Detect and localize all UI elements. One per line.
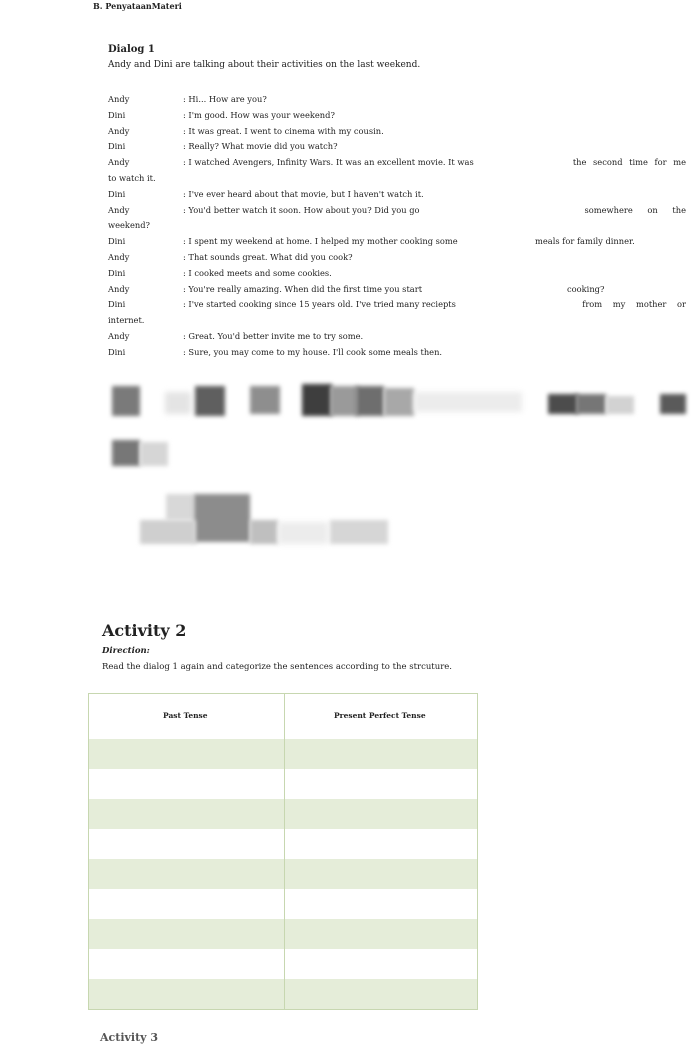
- utterance: : I spent my weekend at home. I helped my mother cooking some: [183, 236, 458, 247]
- utterance: : Great. You'd better invite me to try some.: [183, 330, 364, 341]
- dialog-line: [108, 108, 686, 124]
- utterance-wrap: internet.: [108, 315, 145, 326]
- dialog-line: [108, 203, 686, 219]
- utterance-tail: from my mother or: [582, 299, 686, 310]
- utterance-tail: somewhere on the: [584, 204, 686, 215]
- speaker: Dini: [108, 188, 126, 199]
- activity-title: Activity 2: [102, 621, 187, 640]
- speaker: Dini: [108, 299, 126, 310]
- utterance: : I watched Avengers, Infinity Wars. It was an excellent movie. It was: [183, 157, 474, 168]
- direction-label: Direction:: [102, 646, 150, 656]
- dialog-line: [108, 250, 686, 266]
- categorize-table: [88, 693, 478, 1010]
- utterance: : I've ever heard about that movie, but I haven't watch it.: [183, 188, 424, 199]
- speaker: Andy: [108, 330, 130, 341]
- utterance: : I'm good. How was your weekend?: [183, 109, 335, 120]
- next-activity-heading: Activity 3: [100, 1031, 159, 1044]
- speaker: Dini: [108, 267, 126, 278]
- table-header: [89, 694, 477, 739]
- dialog-line: [108, 234, 686, 250]
- speaker: Dini: [108, 141, 126, 152]
- dialog-line-wrap: [108, 171, 686, 187]
- column-divider: [284, 694, 285, 1009]
- dialog-title: Dialog 1: [108, 44, 155, 55]
- dialog-line: [108, 266, 686, 282]
- column-header-past-tense: Past Tense: [163, 711, 208, 720]
- table-row: [89, 889, 477, 919]
- dialog-line: [108, 282, 686, 298]
- speaker: Andy: [108, 125, 130, 136]
- dialog-line: [108, 187, 686, 203]
- speaker: Andy: [108, 283, 130, 294]
- column-header-present-perfect: Present Perfect Tense: [334, 711, 426, 720]
- speaker: Andy: [108, 251, 130, 262]
- utterance: : That sounds great. What did you cook?: [183, 251, 353, 262]
- direction-text: Read the dialog 1 again and categorize the sentences according to the strcuture.: [102, 662, 452, 672]
- utterance: : Really? What movie did you watch?: [183, 141, 338, 152]
- speaker: Andy: [108, 157, 130, 168]
- speaker: Andy: [108, 94, 130, 104]
- dialog-line: [108, 155, 686, 171]
- speaker: Andy: [108, 204, 130, 215]
- utterance-tail: the second time for me: [572, 157, 686, 168]
- table-row: [89, 919, 477, 949]
- utterance: : Sure, you may come to my house. I'll cook some meals then.: [183, 346, 443, 357]
- table-row: [89, 979, 477, 1009]
- dialog-line-wrap: [108, 218, 686, 234]
- dialog-line: [108, 124, 686, 140]
- utterance: : I've started cooking since 15 years old. I've tried many reciepts: [183, 299, 456, 310]
- utterance-tail: meals for family dinner.: [535, 236, 635, 247]
- table-row: [89, 799, 477, 829]
- dialog-line: [108, 139, 686, 155]
- dialog-line: [108, 92, 686, 108]
- dialog-intro: Andy and Dini are talking about their activities on the last weekend.: [108, 60, 421, 70]
- dialog-lines: [108, 92, 686, 361]
- utterance-wrap: to watch it.: [108, 172, 156, 183]
- table-row: [89, 829, 477, 859]
- utterance-wrap: weekend?: [108, 220, 150, 231]
- dialog-line: [108, 297, 686, 313]
- table-row: [89, 769, 477, 799]
- table-row: [89, 859, 477, 889]
- dialog-line: [108, 345, 686, 361]
- speaker: Dini: [108, 346, 126, 357]
- speaker: Dini: [108, 236, 126, 247]
- utterance: : I cooked meets and some cookies.: [183, 267, 332, 278]
- table-row: [89, 949, 477, 979]
- table-row: [89, 739, 477, 769]
- speaker: Dini: [108, 109, 126, 120]
- dialog-line-wrap: [108, 313, 686, 329]
- utterance: : It was great. I went to cinema with my cousin.: [183, 125, 384, 136]
- utterance-tail: cooking?: [567, 283, 605, 294]
- dialog-line: [108, 329, 686, 345]
- utterance: : Hi... How are you?: [183, 94, 267, 104]
- utterance: : You'd better watch it soon. How about you? Did you go: [183, 204, 420, 215]
- utterance: : You're really amazing. When did the first time you start: [183, 283, 423, 294]
- section-heading: B. PenyataanMateri: [93, 1, 182, 11]
